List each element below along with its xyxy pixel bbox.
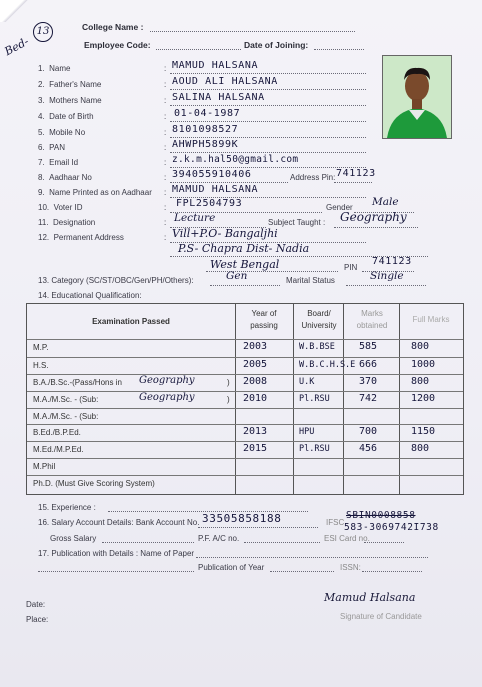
ifsc-value: SBIN0008858	[346, 510, 416, 521]
ifsc-label: IFSC	[326, 518, 345, 527]
education-title: 14. Educational Qualification:	[38, 291, 142, 300]
field-10-label: 10. Voter ID	[38, 203, 83, 212]
table-row-full: 800	[411, 341, 430, 352]
table-row-exam: M.Phil	[33, 462, 56, 471]
form-page: Bed- 13 College Name : Employee Code: Date of Joining: 1. Name : MAMUD HALSANA 2. Father's Name : AOUD ALI HALSANA 3. Mothers Name : SALINA HALSANA 4. Date of Birth : 01-04-1987 5. Mobile No : 8101098527 6. PAN : AHWPH5899K 7. Email Id : z.k.m.hal50@gmail.com 8. Aadhaar No : 394055910406 Address Pin: 741123 9. Name Printed as on Aadhaar : MAMUD HALSANA 10. Voter ID : FPL2504793 Gender Male 11. Designation : Lecture Subject Taught : Geography 12. Permanent Address : Vill+P.O- Bangaljhi P.S- Chapra Dist- Nadia West Bengal PIN 741123 13. Category (SC/ST/OBC/Gen/PH/Others): Gen Marital Status Single 14. Educational Qualification: Examination Passed Year of passing Board/ University Marks obtained Full Marks M.P. 2003 W.B.BSE 585 800 H.S. 2005 W.B.C.H.S.E 666 1000 B.A./B.Sc.-(Pass/Hons in Geography ) 2008 U.K 370 800 M.A./M.Sc. - (Sub: Geography ) 2010 Pl.RSU 742 1200 M.A./M.Sc. - (Sub: B.Ed./B.P.Ed. 2013 HPU 700 1150 M.Ed./M.P.Ed. 2015 Pl.RSU 456 800 M.Phil Ph.D. (Must Give Scoring System) 15. Experience : 16. Salary Account Details: Bank Account No. 33505858188 IFSC SBIN0008858 583-3069742I738 Gross Salary P.F. A/C no. ESI Card no. 17. Publication with Details : Name of Paper Publication of Year ISSN: Date: Place: Mamud Halsana Signature of Candidate	[0, 0, 482, 687]
mobile-value: 8101098527	[172, 124, 239, 135]
table-row-paren: )	[227, 378, 230, 387]
margin-note-circle: 13	[33, 22, 53, 42]
header-marks: Marks obtained	[356, 309, 388, 330]
date-label: Date:	[26, 600, 46, 609]
pin-value: 741123	[372, 256, 412, 267]
address-line-1: Vill+P.O- Bangaljhi	[172, 227, 278, 240]
person-photo-icon	[383, 56, 451, 138]
table-row-marks: 370	[359, 376, 378, 387]
candidate-signature: Mamud Halsana	[324, 591, 416, 604]
publication-year-label: Publication of Year	[198, 563, 265, 572]
aadhaar-name-value: MAMUD HALSANA	[172, 184, 259, 195]
dob-value: 01-04-1987	[174, 108, 241, 119]
table-row-exam: M.A./M.Sc. - (Sub:	[33, 412, 99, 421]
field-2-label: 2. Father's Name	[38, 80, 102, 89]
table-row-year: 2015	[243, 443, 268, 454]
place-label: Place:	[26, 615, 49, 624]
table-row-marks: 456	[359, 443, 378, 454]
table-row-full: 800	[411, 376, 430, 387]
table-row-marks: 666	[359, 359, 378, 370]
address-line-2: P.S- Chapra Dist- Nadia	[178, 242, 310, 255]
gender-value: Male	[372, 196, 399, 208]
education-table	[26, 303, 464, 495]
header-board: Board/ University	[301, 309, 337, 330]
pf-label: P.F. A/C no.	[198, 534, 240, 543]
field-12-label: 12. Permanent Address	[38, 233, 124, 242]
college-name-line	[150, 31, 355, 32]
aadhaar-value: 394055910406	[172, 169, 252, 180]
fathers-name-value: AOUD ALI HALSANA	[172, 76, 278, 87]
field-1-label: 1. Name	[38, 64, 71, 73]
margin-note-text: Bed-	[2, 34, 31, 59]
category-label: 13. Category (SC/ST/OBC/Gen/PH/Others):	[38, 276, 194, 285]
table-row-board: W.B.BSE	[299, 342, 335, 352]
field-6-label: 6. PAN	[38, 143, 65, 152]
subject-label: Subject Taught :	[268, 218, 326, 227]
designation-value: Lecture	[174, 212, 216, 224]
header-year: Year of passing	[250, 309, 278, 330]
marital-value: Single	[370, 270, 404, 282]
marital-label: Marital Status	[286, 276, 335, 285]
name-value: MAMUD HALSANA	[172, 60, 259, 71]
date-of-joining-line	[314, 49, 364, 50]
table-row-board: HPU	[299, 427, 315, 437]
publication-label: 17. Publication with Details : Name of Paper	[38, 549, 195, 558]
table-row-year: 2008	[243, 376, 268, 387]
table-row-subject: Geography	[139, 375, 195, 386]
field-3-label: 3. Mothers Name	[38, 96, 102, 105]
experience-label: 15. Experience :	[38, 503, 96, 512]
table-row-exam: M.P.	[33, 343, 49, 352]
subject-value: Geography	[340, 210, 407, 224]
field-4-label: 4. Date of Birth	[38, 112, 94, 121]
college-name-label: College Name :	[82, 22, 144, 32]
table-row-exam: B.Ed./B.P.Ed.	[33, 428, 81, 437]
table-row-subject: Geography	[139, 392, 195, 403]
gender-label: Gender	[326, 203, 353, 212]
email-value: z.k.m.hal50@gmail.com	[172, 154, 299, 165]
field-8-label: 8. Aadhaar No	[38, 173, 92, 182]
table-row-full: 1150	[411, 426, 436, 437]
table-row-marks: 585	[359, 341, 378, 352]
header-full: Full Marks	[412, 315, 450, 324]
table-row-board: Pl.RSU	[299, 444, 330, 454]
table-row-year: 2010	[243, 393, 268, 404]
esi-label: ESI Card no.	[324, 534, 370, 543]
pin-label: PIN	[344, 263, 358, 272]
table-row-exam: H.S.	[33, 361, 49, 370]
address-line-3: West Bengal	[210, 258, 280, 271]
folded-corner	[0, 0, 30, 22]
field-7-label: 7. Email Id	[38, 158, 79, 167]
field-11-label: 11. Designation	[38, 218, 96, 227]
salary-label: 16. Salary Account Details: Bank Account No.	[38, 518, 200, 527]
issn-label: ISSN:	[340, 563, 361, 572]
pan-value: AHWPH5899K	[172, 139, 239, 150]
address-pin-value: 741123	[336, 168, 376, 179]
table-row-marks: 742	[359, 393, 378, 404]
address-pin-label: Address Pin:	[290, 173, 336, 182]
table-row-board: Pl.RSU	[299, 394, 330, 404]
table-row-year: 2005	[243, 359, 268, 370]
table-row-year: 2003	[243, 341, 268, 352]
candidate-photo	[382, 55, 452, 139]
voter-id-value: FPL2504793	[176, 198, 243, 209]
table-row-board: U.K	[299, 377, 315, 387]
employee-code-label: Employee Code:	[84, 40, 151, 50]
table-row-board: W.B.C.H.S.E	[299, 360, 356, 370]
field-5-label: 5. Mobile No	[38, 128, 86, 137]
table-row-year: 2013	[243, 426, 268, 437]
ifsc-extra: 583-3069742I738	[344, 522, 439, 533]
signature-label: Signature of Candidate	[340, 612, 422, 621]
table-row-marks: 700	[359, 426, 378, 437]
mothers-name-value: SALINA HALSANA	[172, 92, 265, 103]
margin-note	[2, 35, 30, 58]
table-row-full: 1200	[411, 393, 436, 404]
employee-code-line	[156, 49, 241, 50]
table-row-exam: Ph.D. (Must Give Scoring System)	[33, 479, 155, 488]
category-value: Gen	[226, 270, 248, 282]
field-9-label: 9. Name Printed as on Aadhaar	[38, 188, 152, 197]
account-number: 33505858188	[202, 512, 282, 525]
header-exam: Examination Passed	[92, 317, 170, 326]
table-row-full: 1000	[411, 359, 436, 370]
table-row-paren: )	[227, 395, 230, 404]
table-row-exam: B.A./B.Sc.-(Pass/Hons in	[33, 378, 122, 387]
table-row-exam: M.A./M.Sc. - (Sub:	[33, 395, 99, 404]
date-of-joining-label: Date of Joining:	[244, 40, 309, 50]
gross-salary-label: Gross Salary	[50, 534, 97, 543]
table-row-full: 800	[411, 443, 430, 454]
table-row-exam: M.Ed./M.P.Ed.	[33, 445, 84, 454]
